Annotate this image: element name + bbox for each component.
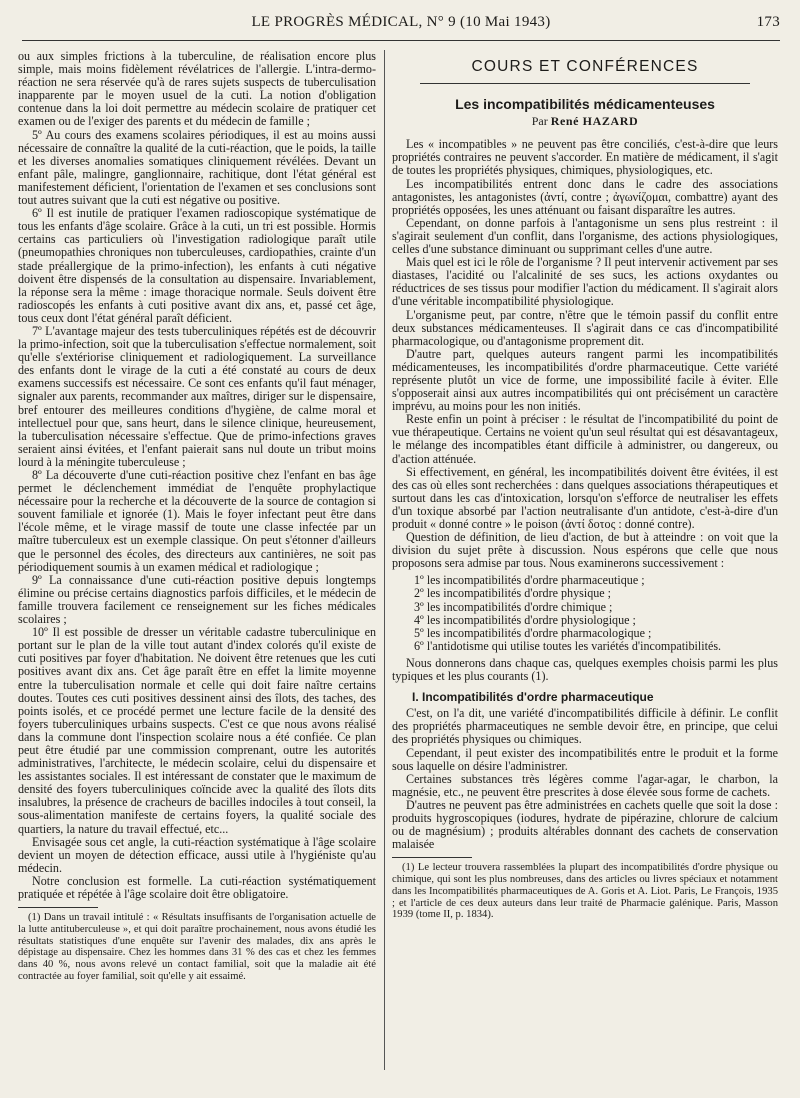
footnote-rule [392, 857, 472, 858]
left-paragraph: 7º L'avantage majeur des tests tuberculiniques répétés est de découvrir la primo-infection, soit que la tuberculisation s'effectue normalement, soit qu'elle s'extériorise cliniquement et radiologiquement. La surveillance des enfants dont le virage de la cuti a été constaté au cours de deux examens successifs est nécessaire. Ce sont ces enfants qu'il faut ménager, signaler aux parents, recommander aux maîtres, diriger sur le dispensaire, bref entourer des meilleures conditions d'hygiène, de calme moral et intellectuel pour que, sans heurt, dans le silence clinique, heureusement, la tuberculisation nécessaire s'effectue. Que de primo-infections graves seraient ainsi évitées, et l'enfant paierait sans nul doute un tribut moins lourd à la méningite tuberculeuse ; [18, 323, 376, 469]
list-item: 1º les incompatibilités d'ordre pharmaceutique ; [414, 573, 645, 588]
list-item: 4º les incompatibilités d'ordre physiologique ; [414, 612, 636, 627]
right-paragraph: Question de définition, de lieu d'action, de but à atteindre : on voit que la division du sujet prête à discussion. Nous espérons que celle que nous proposons sera admise par tous. Nous examinerons successivement : [392, 530, 778, 571]
right-paragraph: Cependant, il peut exister des incompatibilités entre le produit et la forme sous laquelle on désire l'administrer. [392, 745, 778, 773]
right-paragraph: Les incompatibilités entrent donc dans le cadre des associations antagonistes, les antagonistes (ἀντί, contre ; ἀγωνίζομαι, combattre) ayant des propriétés opposées, les unes atténuant ou faisant disparaître les autres. [392, 176, 778, 217]
right-paragraph: Nous donnerons dans chaque cas, quelques exemples choisis parmi les plus typiques et les plus courants (1). [392, 655, 778, 684]
column-divider [384, 50, 385, 1070]
left-paragraph: ou aux simples frictions à la tuberculine, de réalisation encore plus simple, mais moins fidèlement révélatrices de l'allergie. L'intra-dermo-réaction ne sera réservée qu'à de rares sujets suspects de tuberculisation inapparente par le moyen usuel de la cuti. La notion d'obligation contenue dans la loi doit permettre au médecin scolaire de pratiquer cet examen ou de l'exiger des parents et du médecin de famille ; [18, 49, 376, 129]
subsection-title: I. Incompatibilités d'ordre pharmaceutique [412, 690, 654, 705]
author-name: René HAZARD [550, 114, 639, 129]
footnote-rule [18, 907, 98, 908]
article-title: Les incompatibilités médicamenteuses [455, 96, 715, 113]
left-paragraph: 9º La connaissance d'une cuti-réaction positive depuis longtemps élimine ou précise certains diagnostics parfois difficiles, et le médecin de famille trouvera facilement ce renseignement sur les fiches médicales scolaires ; [18, 572, 376, 627]
right-paragraph: Les « incompatibles » ne peuvent pas être conciliés, c'est-à-dire que leurs propriétés contraires ne peuvent s'accorder. En matière de médicament, il s'agit de toutes les propriétés physiques, chimiques, physiologiques, etc. [392, 137, 778, 178]
list-item: 6º l'antidotisme qui utilise toutes les variétés d'incompatibilités. [414, 638, 722, 653]
left-paragraph: Envisagée sous cet angle, la cuti-réaction systématique à l'âge scolaire devient un moyen de détection efficace, aussi utile à l'hygiéniste qu'au médecin. [18, 834, 376, 875]
left-paragraph: Notre conclusion est formelle. La cuti-réaction systématiquement pratiquée et répétée à l'âge scolaire doit être obligatoire. [18, 873, 376, 901]
right-paragraph: Reste enfin un point à préciser : le résultat de l'incompatibilité du point de vue thérapeutique. Certains ne voient qu'un seul résultat qui est désavantageux, le mélange des incompatibles étant difficile à administrer, ou dangereux, ou d'action atténuée. [392, 412, 778, 466]
right-paragraph: Si effectivement, en général, les incompatibilités doivent être évitées, il est des cas où elles sont recherchées : dans quelques associations thérapeutiques et surtout dans les cas d'intoxication, lorsqu'on s'efforce de neutraliser les effets d'un toxique absorbé par l'action neutralisante d'un antidote, c'est-à-dire d'un produit « donné contre » le poison (ἀντί δοτος : donné contre). [392, 464, 778, 531]
right-paragraph: Certaines substances très légères comme l'agar-agar, le charbon, la magnésie, etc., ne peuvent être prescrites à dose élevée sous forme de cachets. [392, 771, 778, 799]
left-column [18, 50, 376, 983]
right-paragraph: Cependant, on donne parfois à l'antagonisme un sens plus restreint : il s'agirait seulement d'un conflit, dans l'organisme, des actions physiologiques, celles d'une substance diminuant ou supprimant celles d'une autre. [392, 215, 778, 257]
right-column [392, 50, 778, 921]
byline-prefix: Par [531, 114, 548, 129]
right-paragraph: C'est, on l'a dit, une variété d'incompatibilités difficile à définir. Le conflit des propriétés pharmaceutiques ne semble devoir être, en principe, que celui des propriétés physiques ou chimiques. [392, 706, 778, 747]
byline [392, 115, 778, 128]
right-footnote: (1) Le lecteur trouvera rassemblées la plupart des incompatibilités d'ordre physique ou chimique, qui sont les plus nombreuses, dans des articles ou livres spéciaux et notamment dans les Incompatibilités pharmaceutiques de A. Goris et A. Liot. Paris, Le François, 1935 ; et l'article de ces deux auteurs dans leur traité de Pharmacie galénique. Paris, Masson 1939 (tome II, p. 1834). [392, 862, 778, 921]
right-paragraph: L'organisme peut, par contre, n'être que le témoin passif du conflit entre deux substances médicamenteuses. Il s'agirait dans ce cas d'incompatibilité pharmacologique, ou d'antagonisme proprement dit. [392, 307, 778, 348]
list-item: 5º les incompatibilités d'ordre pharmacologique ; [414, 625, 652, 640]
section-title: COURS ET CONFÉRENCES [471, 58, 699, 75]
section-rule [420, 83, 750, 84]
header-rule [22, 40, 780, 41]
left-paragraph: 5º Au cours des examens scolaires périodiques, il est au moins aussi nécessaire de connaître la qualité de la cuti-réaction, que le poids, la taille et les diverses anomalies somatiques cliniquement révélées. Devant un enfant pâle, malingre, ganglionnaire, rachitique, dont l'état général est manifestement déficient, l'orientation de l'examen et ses conclusions sont tout autres suivant que la cuti est négative ou positive. [18, 127, 376, 208]
right-paragraph: D'autres ne peuvent pas être administrées en cachets quelle que soit la dose : produits hygroscopiques (iodures, hydrate de pipérazine, chlorure de calcium ou de magnésium) ; produits altérables donnant des cachets de conservation malaisée [392, 797, 778, 852]
right-paragraph: Mais quel est ici le rôle de l'organisme ? Il peut intervenir activement par ses diastases, l'acidité ou l'alcalinité de ses sucs, les actions oxydantes ou réductrices de ses tissus pour modifier l'action du médicament. Il s'agirait alors d'une véritable incompatibilité physiologique. [392, 255, 778, 309]
left-paragraph: 10º Il est possible de dresser un véritable cadastre tuberculinique en portant sur le plan de la ville tout autant d'index colorés qu'il existe de cuti positives par foyer d'habitation. Ne doivent être retenues que les cuti positives avant dix ans. Cet âge paraît être en effet la limite moyenne entre la tuberculisation normale et celle qui doit faire naître certains doutes. Toutes ces cuti positives dessinent ainsi des îlots, des taches, des points isolés, et ce procédé permet une lecture facile de la densité des foyers tuberculiniques urbains suspects. C'est ce que nous avons réalisé dans la commune dont l'inspection scolaire nous a été confiée. Ce plan peut être étudié par une commission comprenant, outre les autorités administratives, l'architecte, le médecin scolaire, celui du dispensaire et les assistantes sociales. Il est intéressant de constater que le maximum de densité des foyers tuberculiniques coïncide avec la qualité des îlots dits insalubres, la présence de cracheurs de bacilles indociles à tout conseil, la sous-alimentation manifeste de certains foyers, la qualité sociale des quartiers, la nature du travail effectué, etc... [18, 625, 376, 836]
left-paragraph: 8º La découverte d'une cuti-réaction positive chez l'enfant en bas âge permet le déclenchement immédiat de l'enquête prophylactique nécessaire pour la recherche et la découverte de la source de contagion si souvent familiale et ignorée (1). Mais le foyer infectant peut être dans l'école même, et le virage massif de toute une classe infectée par un maître tuberculeux est un exemple classique. On peut s'étonner d'ailleurs que le personnel des écoles, des directeurs aux cantinières, ne soit pas périodiquement soumis à un examen médical et radiologique ; [18, 468, 376, 574]
running-header [22, 14, 780, 36]
journal-title: LE PROGRÈS MÉDICAL, N° 9 (10 Mai 1943) [251, 14, 551, 30]
page-number: 173 [756, 14, 780, 30]
list-item: 2º les incompatibilités d'ordre physique ; [414, 586, 612, 601]
left-paragraph: 6º Il est inutile de pratiquer l'examen radioscopique systématique de tous les enfants d'âge scolaire. Grâce à la cuti, un tri est possible. Hormis certains cas particuliers où l'investigation radiologique paraît utile (pneumopathies chroniques non tuberculeuses, cardiopathies, crainte d'un stade préallergique de la primo-infection), les enfants à cuti négative doivent être dispensés de la consultation au dispensaire. Invariablement, la réponse sera la même : image thoracique normale. Seuls doivent être radioscopés les enfants à cuti positive avant dix ans, et, passé cet âge, tous ceux dont l'état général paraît déficient. [18, 206, 376, 325]
right-paragraph: D'autre part, quelques auteurs rangent parmi les incompatibilités médicamenteuses, les incompatibilités d'ordre pharmaceutique. Cette variété représente plutôt un vice de forme, une impossibilité facile à éviter. Elle s'opposerait ainsi aux autres incompatibilités qui ont précisément un caractère imprévu, au moins pour les non initiés. [392, 346, 778, 414]
left-footnote: (1) Dans un travail intitulé : « Résultats insuffisants de l'organisation actuelle de la lutte antituberculeuse », et qui doit paraître prochainement, nous avons étudié les résultats statistiques d'une enquête sur l'avenir des malades, dix ans après le dépistage au dispensaire. Chez les hommes dans 31 % des cas et chez les femmes dans 40 %, nous avons relevé un contact familial, soit que la maladie ait été contractée au foyer familial, soit qu'elle y ait essaimé. [18, 912, 376, 983]
list-item: 3º les incompatibilités d'ordre chimique ; [414, 599, 613, 614]
